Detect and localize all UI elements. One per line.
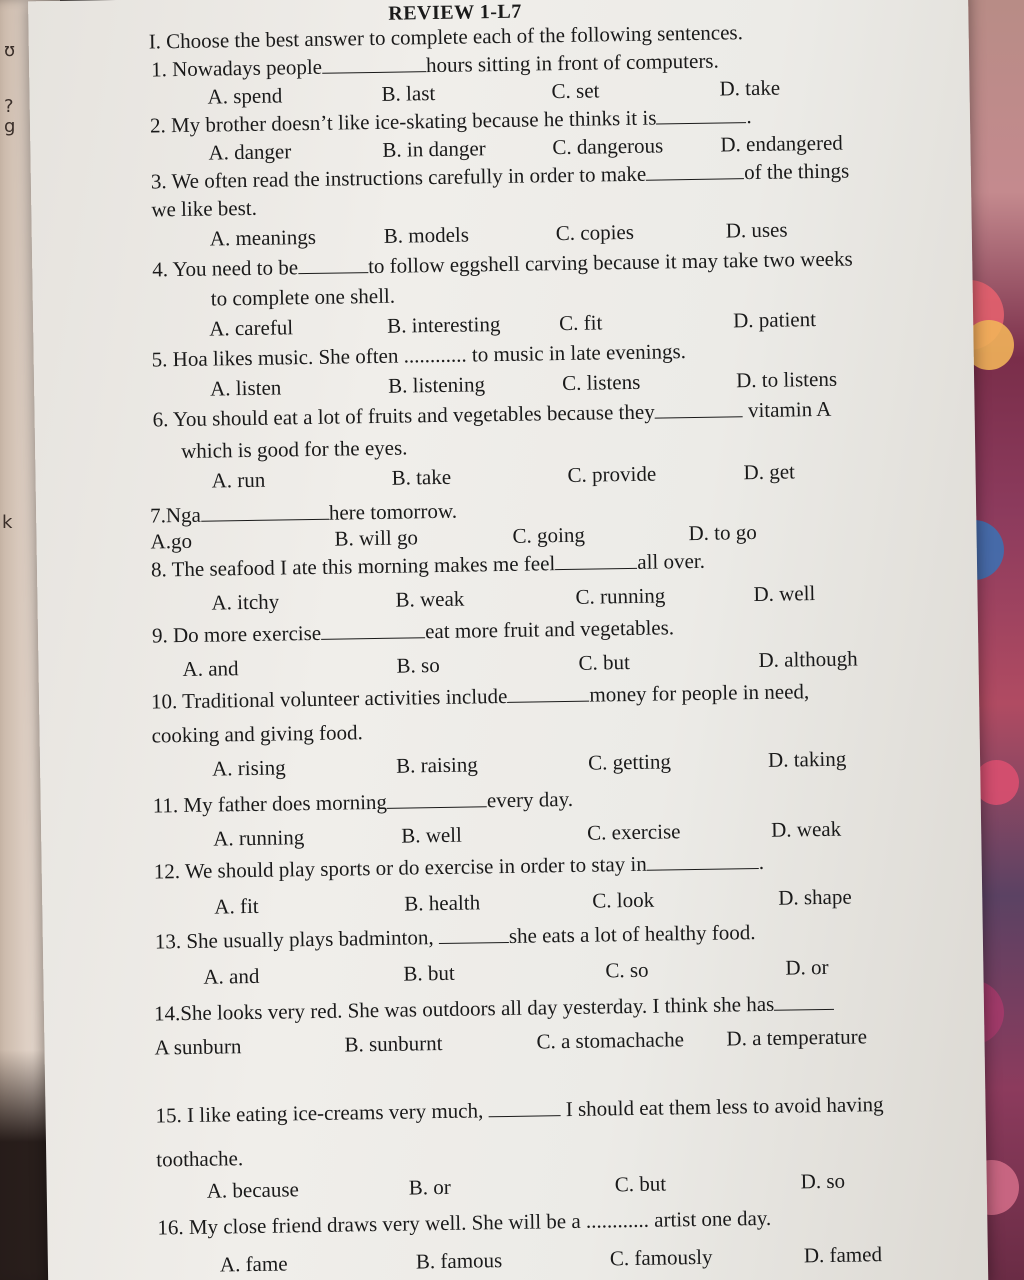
answer-blank xyxy=(439,924,509,944)
option: A. and xyxy=(182,656,239,682)
question-16 xyxy=(157,1206,771,1240)
question-6 xyxy=(152,397,831,432)
option: D. take xyxy=(719,75,781,101)
answer-blank xyxy=(507,683,589,703)
option: A. spend xyxy=(207,83,283,109)
option: A.go xyxy=(150,528,193,554)
option: A. fame xyxy=(219,1251,288,1277)
margin-mark: ? xyxy=(4,96,14,117)
option: D. although xyxy=(758,646,858,672)
option: B. health xyxy=(404,890,481,916)
question-text: 15. I like eating ice-creams very much, xyxy=(155,1098,484,1128)
question-7 xyxy=(150,499,457,528)
question-text: eat more fruit and vegetables. xyxy=(424,615,675,644)
question-text: to music in late evenings. xyxy=(471,339,687,367)
answer-blank xyxy=(646,160,744,181)
option: D. weak xyxy=(770,816,842,842)
answer-blank xyxy=(647,850,759,871)
option: C. listens xyxy=(561,369,641,396)
question-15 xyxy=(155,1092,883,1127)
question-1 xyxy=(151,49,719,82)
question-text: to follow eggshell carving because it may take two weeks xyxy=(367,246,853,279)
question-text: 10. Traditional volunteer activities include xyxy=(150,683,508,714)
option: D. to go xyxy=(688,520,757,546)
flower-shape xyxy=(974,760,1019,805)
option: A. meanings xyxy=(209,224,317,251)
option: B. interesting xyxy=(387,312,501,338)
option: B. weak xyxy=(395,586,465,612)
margin-mark: ʊ xyxy=(4,40,16,61)
question-text: 3. We often read the instructions carefully in order to make xyxy=(150,161,647,194)
question-text: vitamin A xyxy=(747,396,832,423)
answer-blank xyxy=(555,550,637,570)
option: C. getting xyxy=(587,749,672,775)
answer-blank xyxy=(387,788,487,809)
option: D. well xyxy=(753,581,816,607)
question-text: . xyxy=(758,849,765,875)
question-text: of the things xyxy=(743,158,850,185)
option: A sunburn xyxy=(154,1034,242,1060)
question-9 xyxy=(152,615,674,647)
option: B. well xyxy=(401,822,463,848)
option: C. fit xyxy=(558,310,603,336)
option: A. itchy xyxy=(211,589,280,615)
question-text: 7.Nga xyxy=(149,502,202,528)
answer-blank xyxy=(656,104,746,124)
option: D. uses xyxy=(725,217,788,243)
question-text: hours sitting in front of computers. xyxy=(425,48,719,78)
question-14 xyxy=(154,991,835,1026)
option: D. so xyxy=(800,1168,846,1194)
question-text: I should eat them less to avoid having xyxy=(565,1092,884,1122)
question-text-cont: to complete one shell. xyxy=(210,283,396,311)
option: B. or xyxy=(408,1174,451,1200)
answer-blank xyxy=(655,398,743,418)
question-12 xyxy=(154,850,765,884)
option: B. raising xyxy=(395,752,478,778)
question-text: 2. My brother doesn’t like ice-skating because he thinks it is xyxy=(149,105,657,138)
option: C. set xyxy=(551,78,600,104)
option: C. so xyxy=(605,957,649,983)
question-11 xyxy=(153,787,574,818)
instruction: I. Choose the best answer to complete each of the following sentences. xyxy=(148,20,744,54)
option: D. taking xyxy=(767,746,847,772)
answer-blank xyxy=(298,254,368,274)
option: A. running xyxy=(213,825,305,851)
option: B. famous xyxy=(415,1248,503,1274)
option: D. get xyxy=(743,459,796,485)
question-text: 13. She usually plays badminton, xyxy=(154,925,434,954)
question-text: 12. We should play sports or do exercise in order to stay in xyxy=(153,851,647,884)
question-text: she eats a lot of healthy food. xyxy=(508,920,756,948)
answer-blank xyxy=(201,501,329,522)
option: B. last xyxy=(381,80,436,106)
answer-blank xyxy=(321,619,425,640)
question-text-cont: toothache. xyxy=(156,1146,244,1172)
option: C. but xyxy=(578,650,631,675)
option: D. famed xyxy=(803,1242,883,1268)
answer-blank xyxy=(488,1097,560,1117)
option: A. rising xyxy=(211,755,286,781)
option: A. careful xyxy=(209,315,294,341)
answer-blank xyxy=(322,53,426,74)
question-text: 4. You need to be xyxy=(152,255,299,282)
question-text: here tomorrow. xyxy=(328,498,458,525)
option: C. but xyxy=(614,1171,667,1197)
worksheet-paper xyxy=(28,0,988,1280)
option: D. to listens xyxy=(735,366,838,393)
question-13 xyxy=(155,920,756,953)
option: A. fit xyxy=(214,893,259,919)
option: B. so xyxy=(396,652,440,678)
option: B. in danger xyxy=(382,136,486,162)
option: A. run xyxy=(211,467,266,493)
option: D. shape xyxy=(778,884,852,910)
option: A. because xyxy=(206,1177,300,1203)
question-text: every day. xyxy=(486,786,574,813)
option: C. exercise xyxy=(586,819,681,845)
question-10 xyxy=(151,679,809,713)
answer-dots: ............ xyxy=(585,1207,650,1233)
option: C. dangerous xyxy=(552,133,664,160)
option: B. models xyxy=(383,222,470,248)
answer-dots: ............ xyxy=(403,342,467,368)
question-text: 6. You should eat a lot of fruits and vegetables because they xyxy=(152,399,655,432)
question-text: 11. My father does morning xyxy=(152,789,388,818)
option: D. endangered xyxy=(720,130,844,157)
margin-mark: k xyxy=(2,512,13,533)
option: C. a stomachache xyxy=(536,1027,685,1054)
option: D. patient xyxy=(732,307,817,333)
option: B. sunburnt xyxy=(344,1031,443,1057)
answer-blank xyxy=(774,991,834,1011)
option: A. danger xyxy=(208,139,292,165)
question-text: all over. xyxy=(637,548,706,574)
margin-mark: g xyxy=(4,116,16,137)
option: C. look xyxy=(592,887,655,913)
question-text: artist one day. xyxy=(653,1205,772,1232)
option: C. famously xyxy=(609,1244,713,1271)
question-4 xyxy=(152,246,853,281)
option: A. and xyxy=(203,963,260,989)
option: C. going xyxy=(512,522,586,548)
question-text-cont: which is good for the eyes. xyxy=(180,435,408,464)
option: C. running xyxy=(575,583,666,609)
option: B. listening xyxy=(387,372,486,398)
option: B. will go xyxy=(334,525,419,551)
question-text: 9. Do more exercise xyxy=(151,620,322,648)
question-text: 1. Nowadays people xyxy=(150,54,323,82)
option: C. provide xyxy=(567,461,657,487)
option: B. but xyxy=(403,960,455,986)
option: D. a temperature xyxy=(726,1024,868,1051)
option: A. listen xyxy=(209,375,282,401)
option: D. or xyxy=(785,954,829,980)
question-text-cont: we like best. xyxy=(151,195,258,222)
question-text: . xyxy=(746,104,752,129)
question-8 xyxy=(151,549,705,582)
question-text: 16. My close friend draws very well. She will be a xyxy=(157,1208,581,1240)
question-text: 5. Hoa likes music. She often xyxy=(151,343,399,372)
question-text: 14.She looks very red. She was outdoors all day yesterday. I think she has xyxy=(153,991,775,1026)
option: B. take xyxy=(391,464,452,490)
page-title: REVIEW 1-L7 xyxy=(388,0,522,25)
question-5 xyxy=(152,339,687,371)
option: C. copies xyxy=(555,219,635,246)
question-text-cont: cooking and giving food. xyxy=(151,720,363,748)
question-text: 8. The seafood I ate this morning makes me feel xyxy=(150,551,556,582)
question-text: money for people in need, xyxy=(589,679,810,707)
